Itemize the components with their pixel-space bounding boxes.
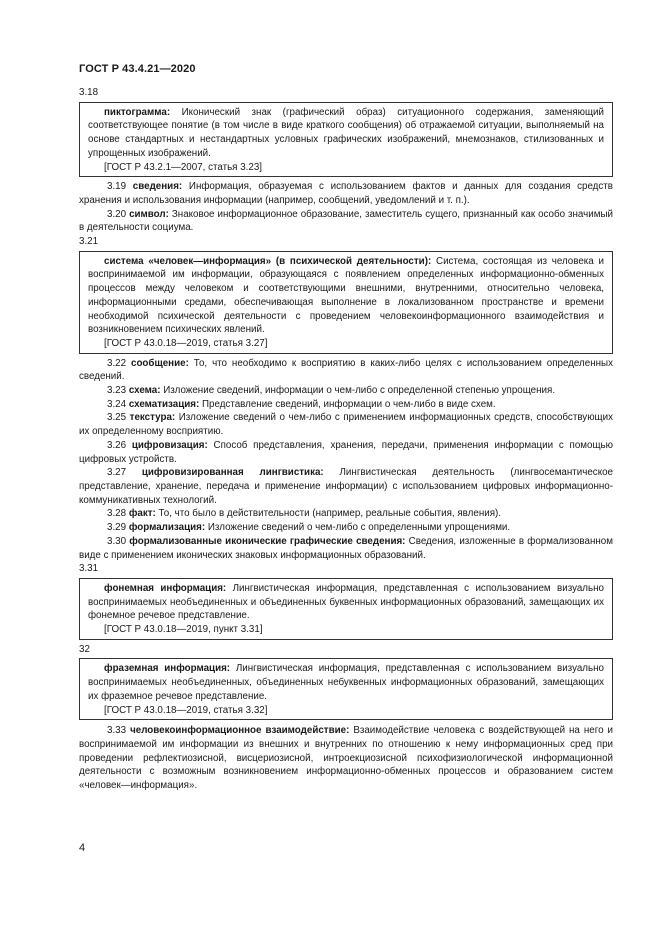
definition-3-18 [88,106,604,161]
definition-3-32 [88,662,604,703]
entry-number: 3.33 [107,725,127,737]
entry-3-22 [79,357,613,384]
term: символ: [129,208,169,220]
term-box-3-31 [79,578,613,640]
entry-3-27 [79,466,613,507]
term-box-3-21 [79,251,613,354]
definition-text: Способ представления, хранения, передачи, применения информации с помощью цифровых устройств. [79,439,613,465]
definition-text: Лингвистическая информация, представленная с использованием визуально воспринимаемых необъединенных, объединенных небуквенных информационных образований, замещающих их фраземное речевое представление. [88,663,604,702]
definition-text: Лингвистическая информация, представленная с использованием визуально воспринимаемых необъединенных и объединенных буквенных информационных образований, замещающих их фонемное речевое представление. [88,582,604,622]
definition-text: Изложение сведений о чем-либо с применением информационных средств, способствующих их определенному восприятию. [79,412,613,438]
entry-3-26 [79,439,613,466]
term: схематизация: [128,398,200,410]
term: фраземная информация: [104,663,231,675]
definition-text: То, что было в действительности (например, реальные события, явления). [155,508,501,520]
page-header: ГОСТ Р 43.4.21—2020 [79,63,196,75]
entry-number: 3.29 [107,522,127,534]
definition-text: Изложение сведений, информации о чем-либо с определенной степенью упрощения. [160,385,556,397]
entry-3-30 [79,535,613,562]
definition-text: Изложение сведений о чем-либо с определенными упрощениями. [205,522,511,534]
definition-3-31 [88,582,604,623]
entry-number: 32 [79,643,90,655]
entry-3-24 [79,398,613,412]
term: сведения: [132,181,183,193]
term-box-3-32 [79,658,613,720]
definition-text: Сведения, изложенные в формализованном виде с применением иконических знаковых информационных образований. [79,535,613,561]
entry-number: 3.27 [107,467,127,479]
source-reference: [ГОСТ Р 43.0.18—2019, пункт 3.31] [104,624,263,636]
term: человекоинформационное взаимодействие: [130,725,350,737]
term: система «человек—информация» (в психической деятельности): [104,255,432,267]
term-box-3-18 [79,102,613,178]
term: схема: [128,385,161,397]
entry-3-33 [79,724,613,793]
entry-3-23 [79,384,613,398]
entry-3-20 [79,208,613,235]
definition-text: Лингвистическая деятельность (лингвосемантическое представление, хранение, передача и применение информации) с использованием цифровых информационно-коммуникативных технологий. [79,467,613,506]
definition-text: Система, состоящая из человека и воспринимаемой им информации, образующаяся с появлением определенных информационно-обменных процессов между человеком и соответствующими внешними, внутренними, относительно человека, информационными средами, обеспечивающая выполнение в локализованном пространстве и времени необходимой психической деятельности с проведением человекоинформационного взаимодействия и возникновением психических явлений. [88,255,604,336]
entry-number: 3.31 [79,563,99,575]
entry-number: 3.20 [107,208,127,220]
term: фонемная информация: [104,582,227,594]
term: сообщение: [131,357,189,369]
source-reference: [ГОСТ Р 43.2.1—2007, статья 3.23] [104,161,262,173]
source-reference: [ГОСТ Р 43.0.18—2019, статья 3.27] [104,337,268,349]
entry-number: 3.24 [107,398,127,410]
term: цифровизация: [131,439,208,451]
entry-number: 3.21 [79,236,99,248]
entry-number: 3.25 [107,412,127,424]
entry-3-19 [79,180,613,207]
definition-3-21 [88,255,604,337]
definition-text: Взаимодействие человека с воздействующей на него и воспринимаемой им информации из внешних и внутренних по отношению к нему информационных сред при проведении рефлектиозисной, висцериозисной, интроекциозисной психофизиологической информационной деятельности с возможным возникновением информационно-обменных процессов и образованием систем «человек—информация». [79,725,613,792]
definition-text: То, что необходимо к восприятию в каких-либо целях с использованием определенных сведений. [79,357,613,383]
term: текстура: [129,412,176,424]
source-reference: [ГОСТ Р 43.0.18—2019, статья 3.32] [104,704,268,716]
document-body [79,86,613,793]
entry-number: 3.18 [79,87,99,98]
entry-3-28 [79,507,613,521]
entry-number: 3.30 [107,535,127,547]
entry-number: 3.19 [107,181,127,193]
term: формализованные иконические графические сведения: [129,535,406,547]
term: факт: [128,508,156,520]
entry-number: 3.26 [107,439,127,451]
definition-text: Знаковое информационное образование, заместитель сущего, признанный как особо значимый в деятельности социума. [79,208,613,234]
entry-3-25 [79,411,613,438]
entry-3-29 [79,521,613,535]
definition-text: Представление сведений, информации о чем-либо в виде схем. [199,398,496,410]
definition-text: Информация, образуемая с использованием фактов и данных для создания средств хранения и использования информации (например, сообщений, уведомлений и т. п.). [79,181,613,206]
term: цифровизированная лингвистика: [141,467,324,479]
definition-text: Иконический знак (графический образ) ситуационного содержания, заменяющий соответствующее понятие (в том числе в виде краткого сообщения) об отражаемой ситуации, выполняемый на основе стандартных и нестандартных условных графических изображений, мнемознаков, стилизованных и упрощенных изображений. [88,106,604,159]
entry-number: 3.22 [107,357,127,369]
entry-number: 3.28 [107,508,127,520]
entry-number: 3.23 [107,385,127,397]
page-number: 4 [79,842,86,854]
term: пиктограмма: [104,106,171,118]
term: формализация: [128,522,206,534]
